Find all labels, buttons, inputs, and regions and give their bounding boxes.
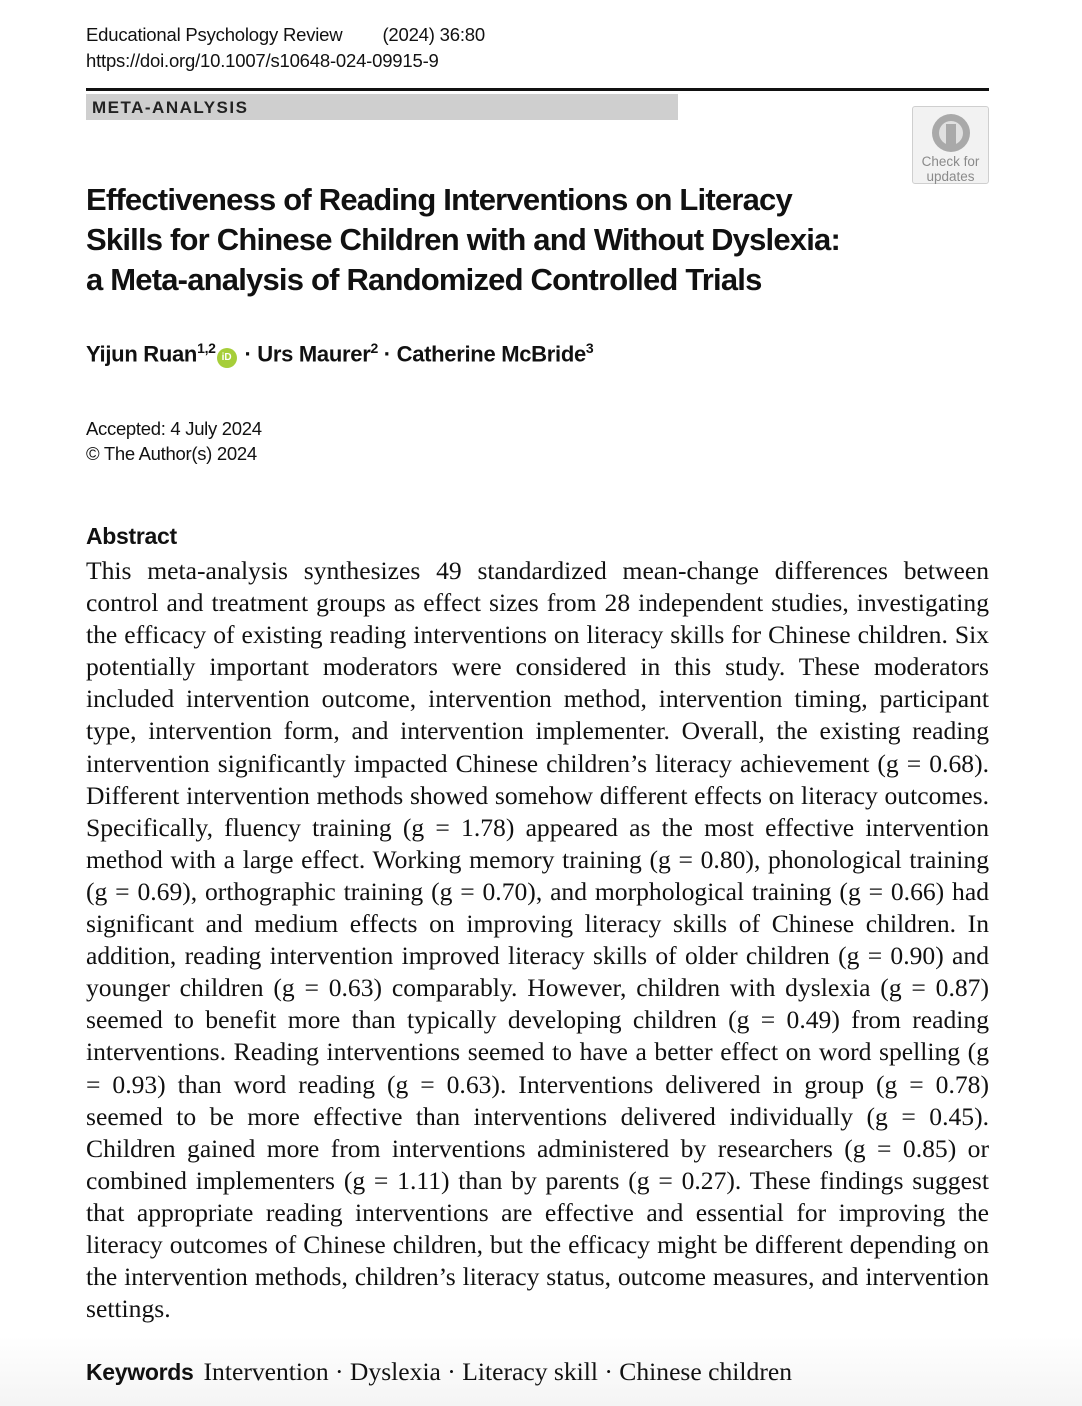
title-line-2: Skills for Chinese Children with and Without Dyslexia:: [86, 222, 841, 257]
keywords-list: Intervention · Dyslexia · Literacy skill · Chinese children: [203, 1357, 793, 1386]
abstract-heading: Abstract: [86, 523, 177, 549]
author-affiliation: 3: [585, 340, 594, 356]
keywords-label: Keywords: [86, 1359, 194, 1385]
author-list: [86, 340, 593, 368]
doi-link[interactable]: https://doi.org/10.1007/s10648-024-09915-9: [86, 50, 439, 71]
author-name[interactable]: Urs Maurer: [257, 341, 371, 367]
accepted-date: Accepted: 4 July 2024: [86, 418, 262, 439]
author-affiliation: 2: [370, 340, 378, 356]
badge-line-2: updates: [926, 169, 975, 184]
journal-name: Educational Psychology Review: [86, 24, 343, 45]
section-label: META-ANALYSIS: [86, 94, 678, 120]
copyright-notice: © The Author(s) 2024: [86, 443, 257, 464]
author-separator: ·: [377, 341, 397, 367]
orcid-icon[interactable]: iD: [217, 348, 237, 368]
header-rule: [86, 88, 989, 91]
check-for-updates-icon: [930, 112, 972, 154]
badge-line-1: Check for: [921, 154, 980, 169]
article-title: [86, 180, 886, 300]
author-separator: ·: [238, 341, 258, 367]
citation: (2024) 36:80: [382, 24, 485, 45]
keywords: [86, 1357, 792, 1387]
running-header: [86, 22, 485, 74]
abstract-text: This meta-analysis synthesizes 49 standardized mean-change differences between control and treatment groups as effect sizes from 28 independent studies, investigating the efficacy of existing reading interventions on literacy skills for Chinese children. Six potentially important moderators were considered in this study. These moderators included intervention outcome, intervention method, intervention timing, participant type, intervention form, and intervention implementer. Overall, the existing reading intervention significantly impacted Chinese children’s literacy achievement (g = 0.68). Different intervention methods showed somehow different effects on literacy outcomes. Specifically, fluency training (g = 1.78) appeared as the most effective intervention method with a large effect. Working memory training (g = 0.80), phonological training (g = 0.69), orthographic training (g = 0.70), and morphological training (g = 0.66) had significant and medium effects on improving literacy skills of Chinese children. In addition, reading intervention improved literacy skills of older children (g = 0.90) and younger children (g = 0.63) comparably. However, children with dyslexia (g = 0.87) seemed to benefit more than typically developing children (g = 0.49) from reading interventions. Reading interventions seemed to have a better effect on word spelling (g = 0.93) than word reading (g = 0.63). Interventions delivered in group (g = 0.78) seemed to be more effective than interventions delivered individually (g = 0.45). Children gained more from interventions administered by researchers (g = 0.85) or combined implementers (g = 1.11) than by parents (g = 0.27). These findings suggest that appropriate reading interventions are effective and essential for improving the literacy outcomes of Chinese children, but the efficacy might be different depending on the intervention methods, children’s literacy status, outcome measures, and intervention settings.: [86, 556, 989, 1324]
title-line-3: a Meta-analysis of Randomized Controlled Trials: [86, 262, 762, 297]
author-name[interactable]: Yijun Ruan: [86, 341, 198, 367]
author-name[interactable]: Catherine McBride: [396, 341, 586, 367]
author-affiliation: 1,2: [197, 340, 216, 356]
check-for-updates-badge[interactable]: [912, 106, 989, 184]
title-line-1: Effectiveness of Reading Interventions on Literacy: [86, 182, 792, 217]
article-meta: [86, 416, 262, 466]
